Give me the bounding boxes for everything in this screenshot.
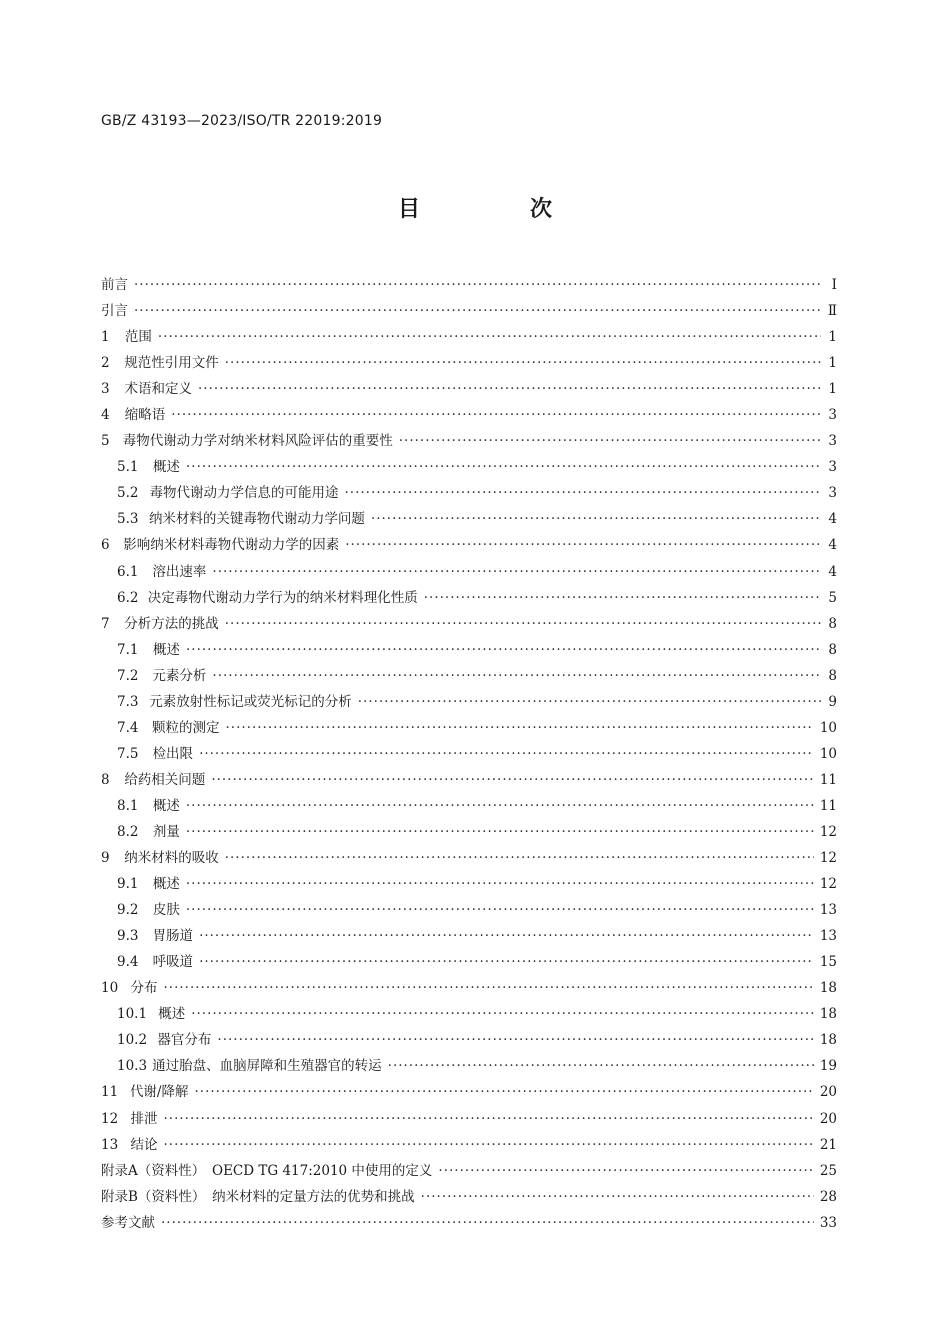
toc-entry-title: 结论 xyxy=(130,1136,158,1153)
toc-entry[interactable] xyxy=(101,897,837,923)
toc-entry-title: 呼吸道 xyxy=(152,954,194,971)
toc-entry-title: 通过胎盘、血脑屏障和生殖器官的转运 xyxy=(152,1058,382,1075)
toc-entry-title: 附录B（资料性） 纳米材料的定量方法的优势和挑战 xyxy=(101,1188,415,1205)
toc-entry[interactable] xyxy=(101,871,837,897)
toc-entry-page: 1 xyxy=(828,355,837,372)
toc-entry-title: 概述 xyxy=(153,641,181,658)
toc-entry[interactable] xyxy=(101,1106,837,1132)
toc-entry-number: 8 xyxy=(101,771,110,788)
toc-leader-dots xyxy=(225,611,821,637)
toc-entry-page: 3 xyxy=(828,433,837,450)
toc-entry[interactable] xyxy=(101,350,837,376)
toc-entry-title: 规范性引用文件 xyxy=(124,355,219,372)
toc-entry-title: 纳米材料的关键毒物代谢动力学问题 xyxy=(148,511,365,528)
toc-entry-title: 范围 xyxy=(124,329,152,346)
toc-leader-dots xyxy=(199,923,814,949)
toc-entry[interactable] xyxy=(101,324,837,350)
toc-entry-number: 8.2 xyxy=(117,823,139,840)
toc-entry-page: 13 xyxy=(819,902,837,919)
toc-leader-dots xyxy=(186,871,814,897)
toc-entry-page: 10 xyxy=(819,719,837,736)
toc-entry-title: 分布 xyxy=(130,980,158,997)
toc-entry[interactable] xyxy=(101,975,837,1001)
toc-entry-number: 12 xyxy=(101,1110,119,1127)
toc-entry-page: 10 xyxy=(819,745,837,762)
toc-leader-dots xyxy=(195,1079,814,1105)
toc-leader-dots xyxy=(186,637,821,663)
toc-entry[interactable] xyxy=(101,532,837,558)
toc-entry-page: 9 xyxy=(828,693,837,710)
toc-entry[interactable] xyxy=(101,1210,837,1236)
toc-entry[interactable] xyxy=(101,637,837,663)
toc-entry-number: 6.2 xyxy=(117,589,139,606)
toc-entry-number: 3 xyxy=(101,381,110,398)
toc-entry-title: 皮肤 xyxy=(152,902,180,919)
toc-entry-title: 胃肠道 xyxy=(152,928,194,945)
toc-entry-number: 10.1 xyxy=(117,1006,148,1023)
toc-entry-page: 25 xyxy=(819,1162,837,1179)
toc-entry-number: 13 xyxy=(101,1136,119,1153)
toc-leader-dots xyxy=(186,793,814,819)
toc-entry-page: 12 xyxy=(819,823,837,840)
toc-entry-title: 概述 xyxy=(153,459,181,476)
toc-entry-title: 影响纳米材料毒物代谢动力学的因素 xyxy=(123,537,340,554)
toc-entry-page: 8 xyxy=(828,641,837,658)
toc-entry-title: 概述 xyxy=(158,1006,186,1023)
toc-entry-title: 溶出速率 xyxy=(152,563,207,580)
toc-entry[interactable] xyxy=(101,663,837,689)
toc-entry[interactable] xyxy=(101,819,837,845)
toc-entry[interactable] xyxy=(101,454,837,480)
toc-leader-dots xyxy=(191,1001,814,1027)
toc-entry-number: 6 xyxy=(101,537,110,554)
toc-leader-dots xyxy=(345,532,821,558)
toc-entry-page: 19 xyxy=(819,1058,837,1075)
toc-entry-page: 3 xyxy=(828,485,837,502)
toc-entry-page: 4 xyxy=(828,511,837,528)
toc-entry-title: 参考文献 xyxy=(101,1214,155,1231)
toc-entry-page: 33 xyxy=(819,1214,837,1231)
toc-entry[interactable] xyxy=(101,741,837,767)
toc-entry[interactable] xyxy=(101,767,837,793)
toc-leader-dots xyxy=(134,272,821,298)
toc-entry-title: 附录A（资料性） OECD TG 417:2010 中使用的定义 xyxy=(101,1162,433,1179)
toc-entry-title: 前言 xyxy=(101,277,128,293)
toc-entry-number: 5 xyxy=(101,433,110,450)
toc-entry-title: 元素放射性标记或荧光标记的分析 xyxy=(149,693,352,710)
toc-entry-title: 剂量 xyxy=(152,823,180,840)
toc-leader-dots xyxy=(421,1184,814,1210)
toc-entry[interactable] xyxy=(101,845,837,871)
toc-entry-page: 11 xyxy=(819,771,837,788)
toc-entry[interactable] xyxy=(101,1027,837,1053)
toc-entry[interactable] xyxy=(101,715,837,741)
toc-entry-page: 12 xyxy=(819,876,837,893)
toc-entry-page: 18 xyxy=(819,1032,837,1049)
toc-entry-number: 4 xyxy=(101,407,110,424)
toc-leader-dots xyxy=(225,715,813,741)
toc-leader-dots xyxy=(199,741,814,767)
toc-entry-page: 12 xyxy=(819,850,837,867)
toc-entry-title: 排泄 xyxy=(130,1110,158,1127)
toc-entry-page: 3 xyxy=(828,407,837,424)
toc-entry-page: 28 xyxy=(819,1188,837,1205)
toc-entry-number: 2 xyxy=(101,355,110,372)
toc-entry-number: 8.1 xyxy=(117,797,139,814)
toc-entry-number: 9.4 xyxy=(117,954,139,971)
toc-entry-number: 10.3 xyxy=(117,1058,148,1075)
toc-entry[interactable] xyxy=(101,402,837,428)
toc-entry-number: 7.1 xyxy=(117,641,139,658)
toc-leader-dots xyxy=(186,819,814,845)
toc-leader-dots xyxy=(211,767,814,793)
toc-entry-title: 引言 xyxy=(101,303,128,320)
toc-entry-page: 3 xyxy=(828,459,837,476)
toc-entry[interactable] xyxy=(101,1001,837,1027)
toc-entry-number: 6.1 xyxy=(117,563,139,580)
toc-leader-dots xyxy=(358,689,821,715)
toc-entry-number: 9.3 xyxy=(117,928,139,945)
toc-entry[interactable] xyxy=(101,689,837,715)
toc-entry[interactable] xyxy=(101,1053,837,1079)
toc-entry-number: 9.1 xyxy=(117,876,139,893)
toc-entry-title: 检出限 xyxy=(152,745,194,762)
table-of-contents xyxy=(101,272,837,1236)
toc-entry-title: 代谢/降解 xyxy=(129,1084,189,1101)
toc-leader-dots xyxy=(158,324,821,350)
toc-entry-title: 元素分析 xyxy=(152,667,207,684)
toc-entry[interactable] xyxy=(101,949,837,975)
toc-leader-dots xyxy=(217,1027,813,1053)
toc-entry-page: 11 xyxy=(819,797,837,814)
toc-leader-dots xyxy=(438,1158,813,1184)
toc-entry-page: 5 xyxy=(828,589,837,606)
page-title: 目 次 xyxy=(397,197,596,222)
toc-entry-number: 5.3 xyxy=(117,511,139,528)
toc-entry-number: 11 xyxy=(101,1084,119,1101)
toc-entry-title: 毒物代谢动力学对纳米材料风险评估的重要性 xyxy=(122,433,393,450)
toc-entry-page: 8 xyxy=(828,615,837,632)
toc-leader-dots xyxy=(225,350,821,376)
toc-leader-dots xyxy=(225,845,814,871)
toc-entry-page: 4 xyxy=(828,537,837,554)
toc-entry-number: 5.1 xyxy=(117,459,139,476)
toc-leader-dots xyxy=(186,897,814,923)
toc-entry[interactable] xyxy=(101,298,837,324)
toc-entry-page: 20 xyxy=(819,1110,837,1127)
toc-entry[interactable] xyxy=(101,793,837,819)
toc-entry-page: 1 xyxy=(828,329,837,346)
toc-entry[interactable] xyxy=(101,1132,837,1158)
toc-leader-dots xyxy=(424,585,821,611)
toc-entry-number: 7.2 xyxy=(117,667,139,684)
toc-entry-page: 21 xyxy=(819,1136,837,1153)
toc-entry[interactable] xyxy=(101,506,837,532)
toc-entry-title: 纳米材料的吸收 xyxy=(124,850,219,867)
document-code: GB/Z 43193—2023/ISO/TR 22019:2019 xyxy=(101,113,383,129)
toc-entry[interactable] xyxy=(101,428,837,454)
toc-entry-title: 决定毒物代谢动力学行为的纳米材料理化性质 xyxy=(147,589,418,606)
toc-leader-dots xyxy=(186,454,821,480)
toc-entry-title: 分析方法的挑战 xyxy=(124,615,219,632)
toc-entry[interactable] xyxy=(101,1184,837,1210)
toc-entry-page: 20 xyxy=(819,1084,837,1101)
toc-entry-title: 缩略语 xyxy=(124,407,166,424)
toc-entry-page: 18 xyxy=(819,980,837,997)
toc-entry-page: Ⅱ xyxy=(827,303,837,320)
toc-leader-dots xyxy=(212,559,821,585)
toc-entry[interactable] xyxy=(101,480,837,506)
toc-leader-dots xyxy=(388,1053,814,1079)
toc-leader-dots xyxy=(212,663,821,689)
toc-entry-number: 7.3 xyxy=(117,693,139,710)
toc-entry[interactable] xyxy=(101,272,837,298)
toc-entry-title: 给药相关问题 xyxy=(124,771,206,788)
toc-leader-dots xyxy=(134,298,821,324)
toc-entry-title: 颗粒的测定 xyxy=(151,719,220,736)
toc-entry-title: 毒物代谢动力学信息的可能用途 xyxy=(149,485,339,502)
toc-leader-dots xyxy=(163,975,813,1001)
toc-entry-title: 术语和定义 xyxy=(124,381,192,398)
toc-entry-page: Ⅰ xyxy=(831,277,837,293)
toc-entry-number: 7.4 xyxy=(117,719,139,736)
toc-entry-number: 10.2 xyxy=(117,1032,148,1049)
toc-leader-dots xyxy=(163,1132,813,1158)
toc-entry[interactable] xyxy=(101,1158,837,1184)
toc-leader-dots xyxy=(198,376,821,402)
toc-entry-number: 1 xyxy=(101,329,110,346)
toc-entry[interactable] xyxy=(101,611,837,637)
toc-entry-title: 概述 xyxy=(152,797,180,814)
toc-entry[interactable] xyxy=(101,376,837,402)
toc-leader-dots xyxy=(199,949,814,975)
toc-leader-dots xyxy=(371,506,821,532)
toc-leader-dots xyxy=(171,402,821,428)
toc-entry-page: 13 xyxy=(819,928,837,945)
toc-entry-number: 10 xyxy=(101,980,119,997)
toc-entry-number: 9.2 xyxy=(117,902,139,919)
toc-entry-page: 18 xyxy=(819,1006,837,1023)
toc-entry-title: 概述 xyxy=(152,876,180,893)
toc-entry-page: 1 xyxy=(828,381,837,398)
toc-entry[interactable] xyxy=(101,923,837,949)
toc-leader-dots xyxy=(399,428,821,454)
toc-entry[interactable] xyxy=(101,559,837,585)
toc-leader-dots xyxy=(161,1210,814,1236)
toc-entry-number: 7.5 xyxy=(117,745,139,762)
toc-leader-dots xyxy=(345,480,821,506)
toc-entry[interactable] xyxy=(101,1079,837,1105)
toc-entry-page: 15 xyxy=(819,954,837,971)
toc-entry-number: 7 xyxy=(101,615,110,632)
toc-entry-title: 器官分布 xyxy=(157,1032,212,1049)
toc-entry-page: 4 xyxy=(828,563,837,580)
toc-leader-dots xyxy=(163,1106,813,1132)
toc-entry-number: 5.2 xyxy=(117,485,139,502)
toc-entry-page: 8 xyxy=(828,667,837,684)
toc-entry-number: 9 xyxy=(101,850,110,867)
toc-entry[interactable] xyxy=(101,585,837,611)
